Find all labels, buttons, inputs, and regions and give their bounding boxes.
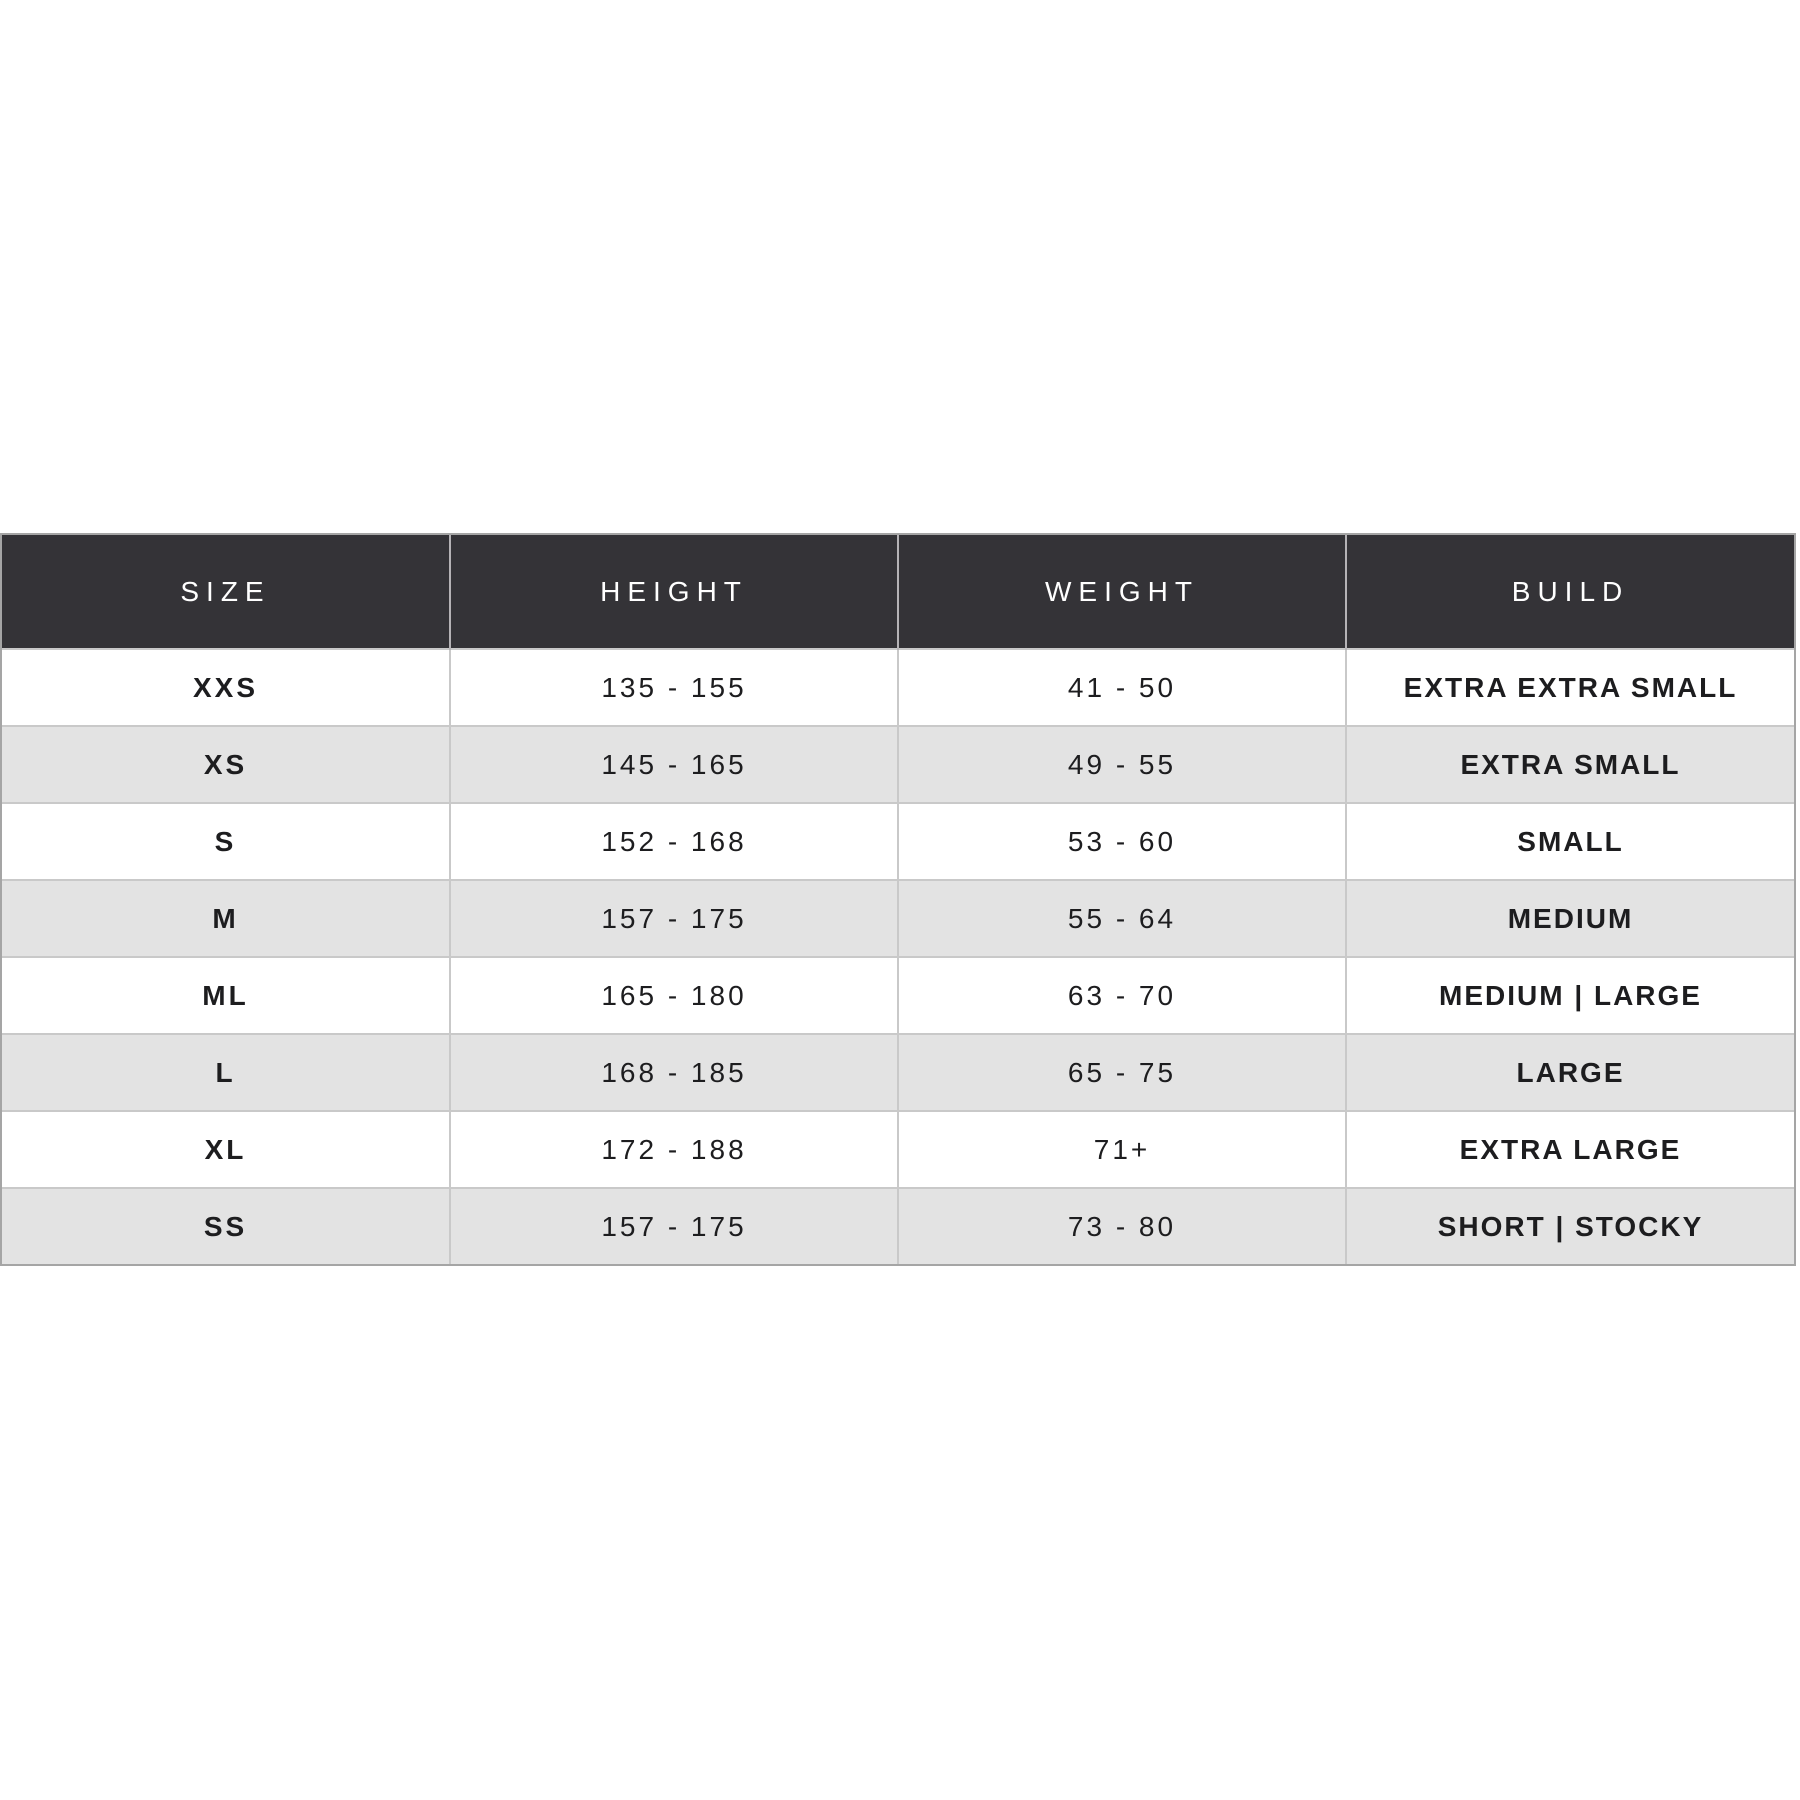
cell-weight: 63 - 70 — [898, 957, 1346, 1034]
cell-size: S — [2, 803, 450, 880]
cell-weight: 65 - 75 — [898, 1034, 1346, 1111]
cell-build: SHORT | STOCKY — [1346, 1188, 1794, 1264]
column-header-weight: WEIGHT — [898, 535, 1346, 649]
table-row — [2, 957, 1794, 1034]
size-chart-body — [2, 649, 1794, 1264]
cell-weight: 73 - 80 — [898, 1188, 1346, 1264]
size-chart-header — [2, 535, 1794, 649]
cell-size: L — [2, 1034, 450, 1111]
column-header-build: BUILD — [1346, 535, 1794, 649]
cell-weight: 49 - 55 — [898, 726, 1346, 803]
cell-height: 135 - 155 — [450, 649, 898, 726]
column-header-size: SIZE — [2, 535, 450, 649]
cell-build: MEDIUM | LARGE — [1346, 957, 1794, 1034]
cell-build: EXTRA SMALL — [1346, 726, 1794, 803]
cell-weight: 53 - 60 — [898, 803, 1346, 880]
table-row — [2, 726, 1794, 803]
table-row — [2, 1034, 1794, 1111]
cell-height: 172 - 188 — [450, 1111, 898, 1188]
cell-size: XL — [2, 1111, 450, 1188]
cell-build: EXTRA LARGE — [1346, 1111, 1794, 1188]
column-header-height: HEIGHT — [450, 535, 898, 649]
cell-height: 168 - 185 — [450, 1034, 898, 1111]
cell-size: SS — [2, 1188, 450, 1264]
cell-size: XXS — [2, 649, 450, 726]
cell-build: LARGE — [1346, 1034, 1794, 1111]
cell-size: M — [2, 880, 450, 957]
cell-size: XS — [2, 726, 450, 803]
cell-build: EXTRA EXTRA SMALL — [1346, 649, 1794, 726]
cell-weight: 71+ — [898, 1111, 1346, 1188]
table-row — [2, 803, 1794, 880]
size-chart — [0, 533, 1796, 1266]
cell-build: MEDIUM — [1346, 880, 1794, 957]
table-row — [2, 649, 1794, 726]
cell-height: 157 - 175 — [450, 1188, 898, 1264]
cell-size: ML — [2, 957, 450, 1034]
table-row — [2, 880, 1794, 957]
table-row — [2, 1188, 1794, 1264]
cell-height: 152 - 168 — [450, 803, 898, 880]
table-row — [2, 1111, 1794, 1188]
cell-height: 145 - 165 — [450, 726, 898, 803]
cell-weight: 55 - 64 — [898, 880, 1346, 957]
header-row — [2, 535, 1794, 649]
cell-height: 157 - 175 — [450, 880, 898, 957]
cell-build: SMALL — [1346, 803, 1794, 880]
cell-weight: 41 - 50 — [898, 649, 1346, 726]
size-chart-table — [2, 535, 1794, 1264]
cell-height: 165 - 180 — [450, 957, 898, 1034]
